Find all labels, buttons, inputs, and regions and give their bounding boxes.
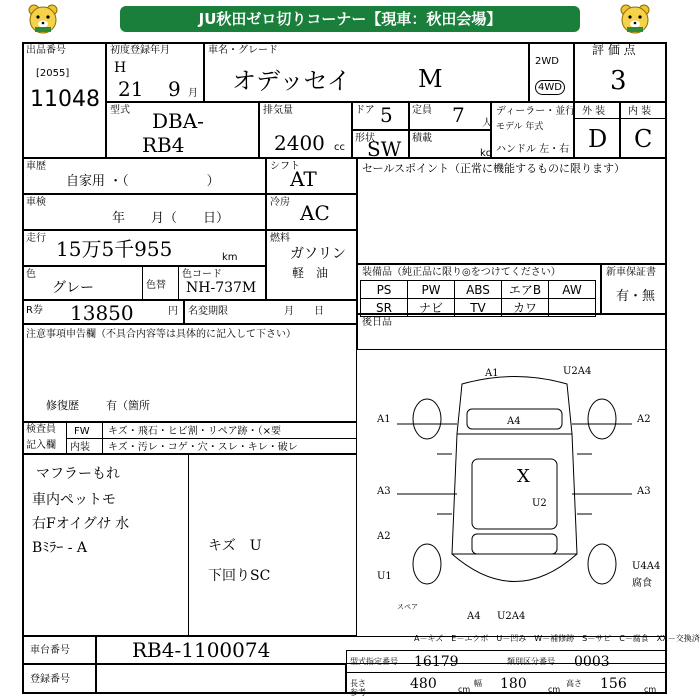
auction-sheet bbox=[22, 42, 700, 697]
model-label: 型式 bbox=[110, 105, 130, 116]
capacity-value: 7 bbox=[452, 103, 465, 127]
mark-text: A4 bbox=[467, 611, 481, 622]
color-code-label: 色コード bbox=[182, 269, 222, 280]
load-unit: kg bbox=[480, 148, 493, 159]
ext-label: 外 装 bbox=[582, 106, 606, 117]
mark-text: 腐食 bbox=[632, 578, 652, 589]
color-value: グレー bbox=[52, 280, 94, 296]
mark-text: A2 bbox=[377, 531, 391, 542]
check-row-2: キズ・汚レ・コゲ・穴・スレ・キレ・破レ bbox=[108, 442, 298, 453]
mark-text: X bbox=[517, 466, 530, 487]
mark-text: U1 bbox=[377, 571, 392, 582]
bear-mascot-icon bbox=[618, 2, 652, 36]
height-label: 高さ bbox=[566, 679, 582, 688]
int-label: 内 装 bbox=[628, 106, 652, 117]
check-row-1: キズ・飛石・ヒビ割・リペア跡・（×要 bbox=[108, 426, 281, 437]
equipment-item: エアB bbox=[502, 281, 549, 299]
aircon-value: AC bbox=[300, 201, 330, 225]
sales-label: セールスポイント（正常に機能するものに限ります） bbox=[362, 162, 626, 175]
equipment-item: ABS bbox=[455, 281, 502, 299]
capacity-unit: 人 bbox=[482, 118, 492, 129]
reg-year: 21 bbox=[118, 77, 144, 101]
mark-text: U2A4 bbox=[563, 366, 592, 377]
plate-label: 登録番号 bbox=[30, 674, 70, 685]
mark-text: A1 bbox=[377, 414, 391, 425]
ext-grade: D bbox=[588, 125, 608, 153]
fuel-diesel: 軽 油 bbox=[292, 266, 329, 280]
equipment-item: PW bbox=[408, 281, 455, 299]
equipment-item: AW bbox=[549, 281, 596, 299]
score-value: 3 bbox=[610, 66, 627, 96]
color-swap-label: 色替 bbox=[146, 280, 166, 291]
equipment-grid bbox=[360, 280, 596, 317]
deadline-value: 月 日 bbox=[284, 306, 324, 317]
fuel-gasoline: ガソリン bbox=[290, 246, 346, 262]
length-unit: cm bbox=[458, 685, 471, 694]
displacement-value: 2400 bbox=[274, 131, 325, 155]
class-label: 類別区分番号 bbox=[507, 657, 555, 666]
width-unit: cm bbox=[548, 685, 561, 694]
reg-label: 初度登録年月 bbox=[110, 45, 170, 56]
equipment-item: TV bbox=[455, 299, 502, 317]
mark-text: A2 bbox=[637, 414, 651, 425]
car-grade: M bbox=[418, 65, 443, 93]
deadline-label: 名変期限 bbox=[188, 306, 228, 317]
mark-text: A3 bbox=[637, 486, 651, 497]
shift-value: AT bbox=[290, 167, 317, 191]
recycle-value: 13850 bbox=[70, 301, 134, 325]
shift-label: シフト bbox=[270, 161, 300, 172]
equipment-item: PS bbox=[361, 281, 408, 299]
warranty-label: 新車保証書 bbox=[606, 267, 656, 278]
recycle-unit: 円 bbox=[168, 306, 178, 317]
mark-text: U2 bbox=[532, 498, 547, 509]
plate-value-cell bbox=[96, 664, 346, 694]
check-interior: 内装 bbox=[70, 442, 90, 453]
check-fw: FW bbox=[74, 426, 90, 437]
damage-diagram bbox=[367, 364, 663, 624]
equipment-item: ナビ bbox=[408, 299, 455, 317]
notes-label: 注意事項申告欄（不具合内容等は具体的に記入して下さい） bbox=[26, 329, 296, 340]
displacement-label: 排気量 bbox=[263, 105, 293, 116]
header bbox=[0, 0, 700, 40]
doors-value: 5 bbox=[380, 103, 393, 127]
reg-month-unit: 月 bbox=[188, 88, 198, 99]
drive-2wd: 2WD bbox=[535, 56, 559, 67]
mark-text: A3 bbox=[377, 486, 391, 497]
model-code: RB4 bbox=[142, 133, 185, 157]
remark-3: 右Fオイグｲﾅ 水 bbox=[32, 516, 130, 532]
mark-text: A1 bbox=[485, 368, 499, 379]
int-grade: C bbox=[634, 125, 653, 153]
later-label: 後日品 bbox=[362, 317, 392, 328]
model-prefix: DBA- bbox=[152, 109, 204, 133]
body-value: SW bbox=[367, 137, 402, 161]
car-label: 車名・グレード bbox=[208, 45, 278, 56]
load-label: 積載 bbox=[412, 133, 432, 144]
aircon-label: 冷房 bbox=[270, 197, 290, 208]
history-value: 自家用 ・（ ） bbox=[66, 174, 220, 189]
mileage-label: 走行 bbox=[26, 233, 46, 244]
remark-right-2: 下回りSC bbox=[208, 568, 271, 584]
reg-era: H bbox=[114, 60, 127, 76]
class-value: 0003 bbox=[574, 654, 610, 670]
remark-2: 車内ペットモ bbox=[32, 492, 116, 508]
length-label: 長さ bbox=[350, 679, 366, 688]
remark-right-1: キズ U bbox=[208, 538, 262, 554]
warranty-value: 有・無 bbox=[616, 289, 656, 304]
width-label: 幅 bbox=[474, 679, 482, 688]
fuel-label: 燃料 bbox=[270, 233, 290, 244]
handle-label: ハンドル 左・右 bbox=[496, 144, 570, 155]
displacement-unit: cc bbox=[334, 142, 345, 153]
score-label: 評 価 点 bbox=[592, 43, 636, 57]
type-cert-label: 型式指定番号 bbox=[350, 657, 398, 666]
color-code: NH-737M bbox=[186, 280, 257, 296]
check-label-2: 記入欄 bbox=[26, 440, 56, 451]
inspection-value: 年 月（ 日） bbox=[112, 211, 230, 226]
model-year-label: モデル 年式 bbox=[496, 122, 544, 132]
lot-label: 出品番号 bbox=[26, 45, 66, 56]
chassis-value: RB4-1100074 bbox=[132, 638, 271, 662]
height-value: 156 bbox=[600, 676, 627, 692]
remark-4: Bﾐﾗｰ - A bbox=[32, 540, 88, 556]
height-unit: cm bbox=[644, 685, 657, 694]
car-name: オデッセイ bbox=[232, 67, 351, 95]
capacity-label: 定員 bbox=[412, 105, 432, 116]
chassis-label: 車台番号 bbox=[30, 645, 70, 656]
bear-mascot-icon bbox=[26, 2, 60, 36]
ref-label: 参考 bbox=[350, 688, 366, 697]
mark-text: A4 bbox=[507, 416, 521, 427]
mileage-unit: km bbox=[222, 252, 238, 263]
repair-label: 修復歴 bbox=[46, 399, 79, 412]
type-cert-value: 16179 bbox=[414, 654, 459, 670]
body-label: 形状 bbox=[355, 133, 375, 144]
color-label: 色 bbox=[26, 269, 36, 280]
inspection-label: 車検 bbox=[26, 197, 46, 208]
later-cell bbox=[357, 314, 667, 350]
length-value: 480 bbox=[410, 676, 437, 692]
width-value: 180 bbox=[500, 676, 527, 692]
doors-label: ドア bbox=[355, 105, 375, 116]
drive-4wd: 4WD bbox=[535, 80, 565, 95]
dealer-label: ディーラー・並行 bbox=[496, 106, 576, 117]
lot-sub: [2055] bbox=[36, 68, 70, 79]
check-label-1: 検査員 bbox=[26, 424, 56, 435]
repair-value: 有（箇所 bbox=[106, 399, 150, 412]
auction-title: JU秋田ゼロ切りコーナー【現車：秋田会場】 bbox=[120, 6, 580, 32]
mark-text: U2A4 bbox=[497, 611, 526, 622]
spare-label: スペア bbox=[397, 603, 418, 611]
lot-number: 11048 bbox=[30, 87, 100, 112]
equipment-label: 装備品（純正品に限り◎をつけてください） bbox=[362, 267, 561, 278]
mileage-value: 15万5千955 bbox=[56, 237, 173, 261]
remark-1: マフラーもれ bbox=[36, 466, 120, 482]
recycle-label: R券 bbox=[26, 305, 43, 316]
equipment-item: カワ bbox=[502, 299, 549, 317]
mark-text: U4A4 bbox=[632, 561, 661, 572]
equipment-item: SR bbox=[361, 299, 408, 317]
diagram-legend: A－キズ E－エクボ U－凹み W－補修跡 S－サビ C－腐食 XX－交換済 bbox=[414, 634, 700, 643]
reg-month: 9 bbox=[168, 77, 181, 101]
history-label: 車歴 bbox=[26, 161, 46, 172]
